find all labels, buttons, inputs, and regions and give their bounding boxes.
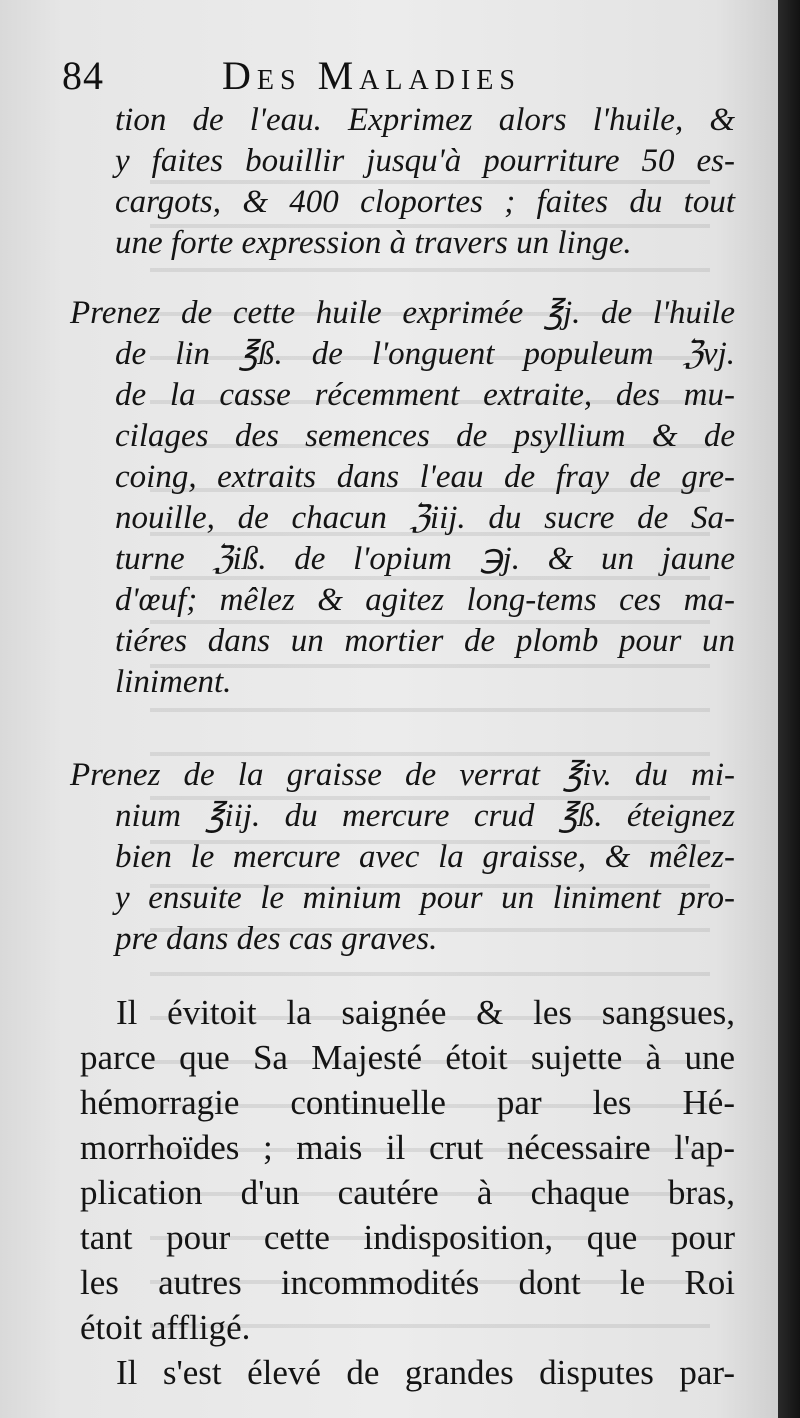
text-line: Prenez de cette huile exprimée ℥j. de l'huile (70, 295, 735, 331)
text-line: nium ℥iij. du mercure crud ℥ß. éteignez (115, 798, 735, 834)
running-title: Des Maladies (222, 53, 521, 98)
text-line: pre dans des cas graves. (115, 921, 438, 957)
text-line: une forte expression à travers un linge. (115, 225, 632, 261)
text-line: tant pour cette indisposition, que pour (80, 1218, 735, 1257)
text-line: Prenez de la graisse de verrat ℥iv. du mi- (70, 757, 735, 793)
text-line: bien le mercure avec la graisse, & mêlez- (115, 839, 735, 875)
narrative-paragraph (80, 990, 735, 1395)
recipe-oil-liniment (70, 293, 735, 703)
text-line: turne ℨiß. de l'opium ℈j. & un jaune (115, 541, 735, 577)
text-line: plication d'un cautére à chaque bras, (80, 1173, 735, 1212)
text-line: y ensuite le minium pour un liniment pro- (115, 880, 735, 916)
text-line: cilages des semences de psyllium & de (115, 418, 735, 454)
recipe-mercury-liniment (70, 755, 735, 960)
text-line: Il évitoit la saignée & les sangsues, (116, 993, 735, 1032)
text-line: tion de l'eau. Exprimez alors l'huile, & (115, 102, 735, 138)
text-line: parce que Sa Majesté étoit sujette à une (80, 1038, 735, 1077)
text-line: coing, extraits dans l'eau de fray de gre- (115, 459, 735, 495)
page-edge-shadow (778, 0, 800, 1418)
text-line: hémorragie continuelle par les Hé- (80, 1083, 735, 1122)
text-line: étoit affligé. (80, 1308, 251, 1347)
text-line: cargots, & 400 cloportes ; faites du tout (115, 184, 735, 220)
text-line: de la casse récemment extraite, des mu- (115, 377, 735, 413)
text-line: de lin ℥ß. de l'onguent populeum ℨvj. (115, 336, 735, 372)
text-line: d'œuf; mêlez & agitez long-tems ces ma- (115, 582, 735, 618)
text-line: nouille, de chacun ℨiij. du sucre de Sa- (115, 500, 735, 536)
recipe-continuation (115, 100, 735, 264)
text-line: tiéres dans un mortier de plomb pour un (115, 623, 735, 659)
text-line: morrhoïdes ; mais il crut nécessaire l'ap- (80, 1128, 735, 1167)
text-line: Il s'est élevé de grandes disputes par- (116, 1353, 735, 1392)
text-line: liniment. (115, 664, 232, 700)
text-line: y faites bouillir jusqu'à pourriture 50 es- (115, 143, 735, 179)
text-line: les autres incommodités dont le Roi (80, 1263, 735, 1302)
page-number: 84 (62, 53, 104, 98)
page-header (62, 50, 762, 102)
